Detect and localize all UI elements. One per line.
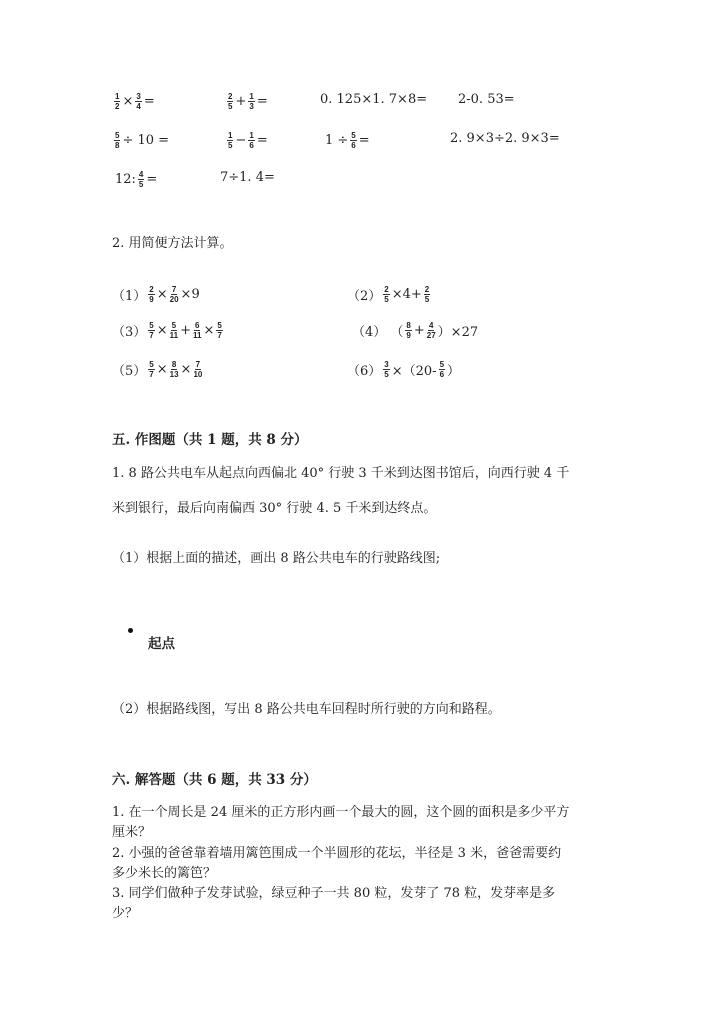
expression-text: ）	[447, 364, 461, 379]
fraction	[439, 360, 445, 379]
expression-text: ×9	[180, 287, 200, 302]
fraction	[148, 321, 154, 340]
expression-text: ×	[203, 323, 215, 338]
math-expression	[320, 92, 427, 107]
expression-text: （2）	[347, 289, 382, 304]
fraction	[227, 131, 233, 150]
fraction	[114, 92, 120, 111]
section2-title: 2. 用简便方法计算。	[112, 236, 233, 251]
start-point-dot	[128, 628, 133, 633]
fraction-numerator: 2	[228, 92, 233, 101]
math-expression	[347, 360, 460, 379]
fraction-numerator: 2	[424, 285, 430, 294]
fraction-denominator: 11	[193, 331, 202, 340]
expression-text: 2-0. 53=	[458, 92, 515, 107]
fraction-numerator: 1	[249, 131, 254, 140]
fraction-denominator: 5	[228, 141, 233, 150]
expression-text: ×	[180, 362, 192, 377]
fraction	[148, 360, 154, 379]
expression-text: 0. 125×1. 7×8=	[320, 92, 428, 107]
fraction-denominator: 11	[169, 331, 179, 340]
fraction-denominator: 9	[149, 295, 154, 304]
expression-text: ×（20-	[391, 364, 437, 379]
fraction-denominator: 7	[149, 370, 154, 379]
expression-text: +	[235, 94, 247, 109]
expression-text: （1）	[112, 289, 147, 304]
expression-text: ）×27	[437, 325, 479, 340]
math-expression	[220, 170, 275, 185]
section6-line: 2. 小强的爸爸靠着墙用篱笆围成一个半圆形的花坛，半径是 3 米，爸爸需要约	[112, 846, 562, 861]
fraction	[138, 170, 144, 189]
section6-line: 少？	[112, 906, 139, 921]
fraction-numerator: 4	[138, 170, 144, 179]
fraction-numerator: 3	[136, 92, 141, 101]
expression-text: +	[413, 323, 425, 338]
fraction	[248, 92, 254, 111]
fraction	[135, 92, 141, 111]
section6-line: 1. 在一个周长是 24 厘米的正方形内画一个最大的圆，这个圆的面积是多少平方	[112, 805, 570, 820]
section6-title: 六. 解答题（共 6 题，共 33 分）	[112, 772, 317, 788]
expression-text: （6）	[347, 364, 382, 379]
expression-text: +	[180, 323, 192, 338]
section5-q1-line1: 1. 8 路公共电车从起点向西偏北 40° 行驶 3 千米到达图书馆后，向西行驶 4 千	[112, 466, 570, 481]
fraction	[193, 321, 201, 340]
fraction-denominator: 27	[426, 331, 436, 340]
fraction	[405, 321, 411, 340]
section6-line: 厘米？	[112, 825, 152, 840]
fraction-denominator: 2	[115, 102, 120, 111]
section6-line: 3. 同学们做种子发芽试验，绿豆种子一共 80 粒，发芽了 78 粒，发芽率是多	[112, 886, 556, 901]
fraction-denominator: 5	[384, 295, 389, 304]
math-expression	[112, 131, 169, 150]
expression-text: 7÷1. 4=	[220, 170, 275, 185]
math-expression	[458, 92, 515, 107]
fraction	[170, 360, 179, 379]
fraction	[170, 321, 178, 340]
fraction-denominator: 8	[115, 141, 120, 150]
fraction-numerator: 8	[171, 360, 177, 369]
fraction-numerator: 1	[249, 92, 254, 101]
math-expression	[112, 321, 225, 340]
math-expression	[112, 360, 204, 379]
fraction-numerator: 5	[149, 321, 154, 330]
expression-text: 2. 9×3÷2. 9×3=	[450, 131, 560, 146]
expression-text: =	[146, 172, 158, 187]
fraction-numerator: 7	[171, 285, 177, 294]
fraction-denominator: 6	[439, 370, 445, 379]
expression-text: =	[256, 94, 268, 109]
fraction-denominator: 5	[228, 102, 233, 111]
expression-text: ×4+	[391, 287, 422, 302]
fraction-denominator: 5	[384, 370, 389, 379]
expression-text: ×	[156, 323, 168, 338]
fraction	[350, 131, 356, 150]
fraction-denominator: 6	[351, 141, 356, 150]
fraction-denominator: 5	[424, 295, 430, 304]
fraction-numerator: 5	[149, 360, 154, 369]
fraction-denominator: 13	[169, 370, 179, 379]
math-expression	[450, 131, 560, 146]
section5-q1-line2: 米到银行，最后向南偏西 30° 行驶 4. 5 千米到达终点。	[112, 501, 437, 516]
section6-line: 多少米长的篱笆？	[112, 866, 217, 881]
fraction-denominator: 9	[406, 331, 411, 340]
expression-text: ÷ 10 =	[122, 133, 170, 148]
fraction-numerator: 8	[406, 321, 411, 330]
math-expression	[115, 170, 157, 189]
math-expression	[112, 285, 200, 304]
fraction	[216, 321, 222, 340]
fraction-denominator: 10	[193, 370, 203, 379]
expression-text: ×	[122, 94, 134, 109]
expression-text: （4） （	[352, 325, 404, 340]
expression-text: （3）	[112, 325, 147, 340]
fraction-numerator: 5	[217, 321, 222, 330]
math-expression	[225, 92, 268, 111]
fraction	[427, 321, 436, 340]
fraction-numerator: 4	[428, 321, 434, 330]
fraction-denominator: 3	[249, 102, 254, 111]
fraction-numerator: 6	[195, 321, 200, 330]
section5-sub1: （1）根据上面的描述，画出 8 路公共电车的行驶路线图;	[112, 551, 441, 566]
expression-text: =	[256, 133, 268, 148]
math-expression	[352, 321, 478, 340]
section5-sub2: （2）根据路线图，写出 8 路公共电车回程时所行驶的方向和路程。	[112, 702, 501, 717]
math-expression	[325, 131, 370, 150]
fraction-denominator: 7	[149, 331, 154, 340]
math-expression	[112, 92, 155, 111]
fraction-denominator: 6	[249, 141, 254, 150]
fraction-numerator: 1	[115, 92, 120, 101]
fraction-numerator: 5	[439, 360, 445, 369]
fraction	[148, 285, 154, 304]
math-expression	[347, 285, 432, 304]
fraction	[248, 131, 254, 150]
fraction	[383, 285, 389, 304]
expression-text: （5）	[112, 364, 147, 379]
expression-text: ×	[156, 362, 168, 377]
fraction-numerator: 7	[195, 360, 201, 369]
expression-text: −	[235, 133, 247, 148]
fraction	[424, 285, 430, 304]
fraction-denominator: 5	[138, 180, 144, 189]
fraction	[193, 360, 202, 379]
expression-text: ×	[156, 287, 168, 302]
fraction-numerator: 2	[149, 285, 154, 294]
fraction-denominator: 7	[217, 331, 222, 340]
expression-text: =	[143, 94, 155, 109]
fraction-numerator: 5	[115, 131, 120, 140]
fraction-numerator: 5	[171, 321, 177, 330]
fraction	[227, 92, 233, 111]
start-point-label: 起点	[148, 636, 175, 652]
fraction-numerator: 2	[384, 285, 389, 294]
fraction	[383, 360, 389, 379]
fraction	[170, 285, 179, 304]
expression-text: 1 ÷	[325, 133, 349, 148]
section5-title: 五. 作图题（共 1 题，共 8 分）	[112, 432, 308, 448]
fraction-denominator: 20	[169, 295, 179, 304]
math-expression	[225, 131, 268, 150]
fraction-numerator: 3	[384, 360, 389, 369]
fraction	[114, 131, 120, 150]
fraction-numerator: 1	[228, 131, 233, 140]
expression-text: =	[358, 133, 370, 148]
fraction-numerator: 5	[351, 131, 356, 140]
fraction-denominator: 4	[136, 102, 141, 111]
expression-text: 12:	[115, 172, 136, 187]
